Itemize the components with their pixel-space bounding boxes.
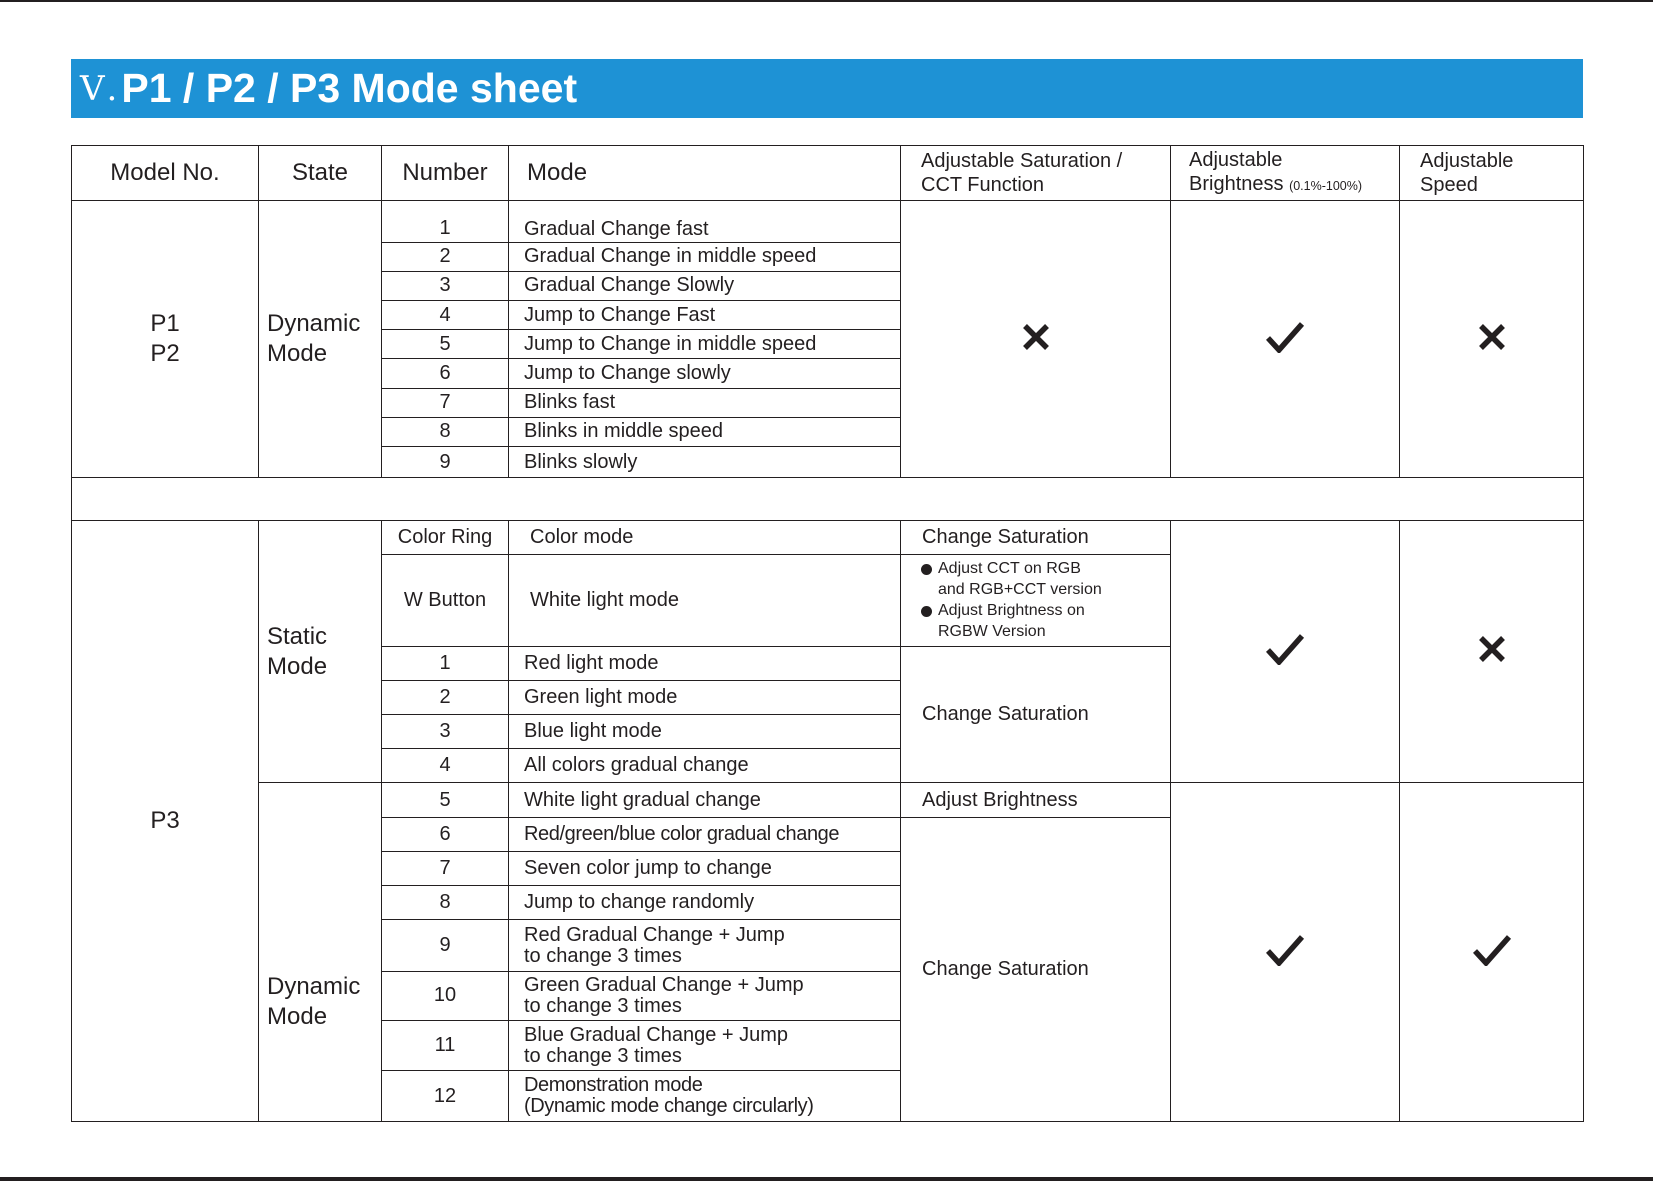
mode-number: 1: [382, 201, 509, 242]
mode-name-line1: Green Gradual Change + Jump: [524, 973, 804, 996]
mode-number: 7: [382, 388, 509, 417]
bullet-text: RGBW Version: [938, 623, 1046, 641]
state-static-mode: [259, 520, 382, 783]
header-saturation-line1: Adjustable Saturation /: [921, 150, 1123, 173]
mode-name-line1: Blue Gradual Change + Jump: [524, 1023, 789, 1046]
mode-name: Red light mode: [509, 646, 901, 680]
header-number: Number: [382, 146, 509, 201]
mode-number: 7: [382, 851, 509, 885]
model-p2-label: P2: [150, 340, 180, 368]
table-row: [72, 783, 1584, 817]
cross-icon: [1021, 322, 1051, 352]
state-label-line1: Dynamic: [267, 973, 361, 1001]
mode-number: 11: [382, 1021, 509, 1071]
mode-number: W Button: [382, 554, 509, 646]
state-label-line2: Mode: [267, 652, 328, 680]
header-speed: [1400, 146, 1584, 201]
mode-name: Jump to Change in middle speed: [509, 330, 901, 359]
mode-name: [509, 920, 901, 971]
header-brightness-line1: Adjustable: [1189, 149, 1283, 172]
mode-name-line1: Red Gradual Change + Jump: [524, 923, 785, 946]
saturation-cell: [901, 201, 1171, 478]
check-icon: [1266, 321, 1304, 353]
header-mode: Mode: [509, 146, 901, 201]
mode-name: Jump to Change slowly: [509, 359, 901, 388]
state-dynamic-mode: [259, 201, 382, 478]
mode-name-line2: to change 3 times: [524, 944, 682, 967]
check-icon: [1266, 934, 1304, 966]
mode-name-line2: (Dynamic mode change circularly): [524, 1095, 814, 1118]
mode-number: 2: [382, 242, 509, 271]
header-saturation: [901, 146, 1171, 201]
mode-name: Green light mode: [509, 680, 901, 714]
mode-name: [509, 1071, 901, 1122]
section-banner: [71, 59, 1583, 118]
mode-name: Blinks in middle speed: [509, 417, 901, 446]
mode-name: Color mode: [509, 520, 901, 554]
mode-name: Gradual Change fast: [509, 201, 901, 242]
function-cell: Adjust Brightness: [901, 783, 1171, 817]
mode-number: 8: [382, 886, 509, 920]
spacer-cell: [72, 478, 1584, 520]
table-row: [72, 520, 1584, 554]
header-brightness-range: (0.1%-100%): [1289, 179, 1363, 194]
mode-number: 1: [382, 646, 509, 680]
header-row: [72, 146, 1584, 201]
mode-name: Red/green/blue color gradual change: [509, 817, 901, 851]
header-speed-line1: Adjustable: [1420, 150, 1514, 173]
mode-number: 3: [382, 271, 509, 300]
mode-name: Seven color jump to change: [509, 851, 901, 885]
state-label-line1: Dynamic: [267, 310, 361, 338]
function-cell: [901, 554, 1171, 646]
header-brightness-line2: Brightness: [1189, 173, 1284, 196]
mode-name: White light mode: [509, 554, 901, 646]
mode-number: 6: [382, 359, 509, 388]
header-brightness: [1171, 146, 1400, 201]
mode-name: Blinks fast: [509, 388, 901, 417]
mode-sheet-table: [71, 145, 1584, 1122]
mode-number: 2: [382, 680, 509, 714]
mode-name-line2: to change 3 times: [524, 1044, 682, 1067]
section-title: P1 / P2 / P3 Mode sheet: [121, 65, 578, 111]
header-state: State: [259, 146, 382, 201]
mode-name: Gradual Change Slowly: [509, 271, 901, 300]
function-cell: Change Saturation: [901, 817, 1171, 1121]
header-speed-line2: Speed: [1420, 174, 1478, 197]
table-row: [72, 201, 1584, 242]
speed-cell: [1400, 520, 1584, 783]
mode-number: 9: [382, 447, 509, 478]
mode-number: 3: [382, 714, 509, 748]
mode-name: Blue light mode: [509, 714, 901, 748]
bottom-rule: [0, 1177, 1653, 1181]
state-label-line2: Mode: [267, 1003, 328, 1031]
header-model-no: Model No.: [72, 146, 259, 201]
function-cell: Change Saturation: [901, 520, 1171, 554]
mode-number: 4: [382, 301, 509, 330]
mode-number: 6: [382, 817, 509, 851]
spacer-row: [72, 478, 1584, 520]
model-p1-p2: [72, 201, 259, 478]
mode-name: All colors gradual change: [509, 749, 901, 783]
mode-name: [509, 1021, 901, 1071]
mode-number: 10: [382, 971, 509, 1020]
state-label-line1: Static: [267, 622, 328, 650]
state-dynamic-mode: [259, 783, 382, 1122]
function-cell: Change Saturation: [901, 646, 1171, 783]
brightness-cell: [1171, 201, 1400, 478]
mode-name-line1: Demonstration mode: [524, 1074, 703, 1097]
mode-number: 8: [382, 417, 509, 446]
mode-name: [509, 971, 901, 1020]
model-p1-label: P1: [150, 310, 180, 338]
mode-name: White light gradual change: [509, 783, 901, 817]
mode-number: Color Ring: [382, 520, 509, 554]
mode-number: 9: [382, 920, 509, 971]
section-number: Ⅴ.: [80, 68, 120, 109]
mode-name-line2: to change 3 times: [524, 994, 682, 1017]
mode-name: Gradual Change in middle speed: [509, 242, 901, 271]
bullet-item: [921, 600, 1170, 642]
check-icon: [1473, 934, 1511, 966]
mode-number: 4: [382, 749, 509, 783]
bullet-text: Adjust Brightness on: [938, 602, 1085, 620]
mode-name: Jump to Change Fast: [509, 301, 901, 330]
state-label-line2: Mode: [267, 340, 328, 368]
brightness-cell: [1171, 520, 1400, 783]
speed-cell: [1400, 783, 1584, 1122]
bullet-text: Adjust CCT on RGB: [938, 560, 1081, 578]
mode-number: 5: [382, 783, 509, 817]
check-icon: [1266, 633, 1304, 665]
cross-icon: [1477, 322, 1507, 352]
brightness-cell: [1171, 783, 1400, 1122]
mode-name: Blinks slowly: [509, 447, 901, 478]
mode-name: Jump to change randomly: [509, 886, 901, 920]
bullet-item: [921, 558, 1170, 600]
mode-number: 12: [382, 1071, 509, 1122]
speed-cell: [1400, 201, 1584, 478]
mode-number: 5: [382, 330, 509, 359]
model-p3: P3: [72, 520, 259, 1121]
header-saturation-line2: CCT Function: [921, 174, 1045, 197]
cross-icon: [1477, 634, 1507, 664]
top-rule: [0, 0, 1653, 2]
bullet-text: and RGB+CCT version: [938, 581, 1102, 599]
